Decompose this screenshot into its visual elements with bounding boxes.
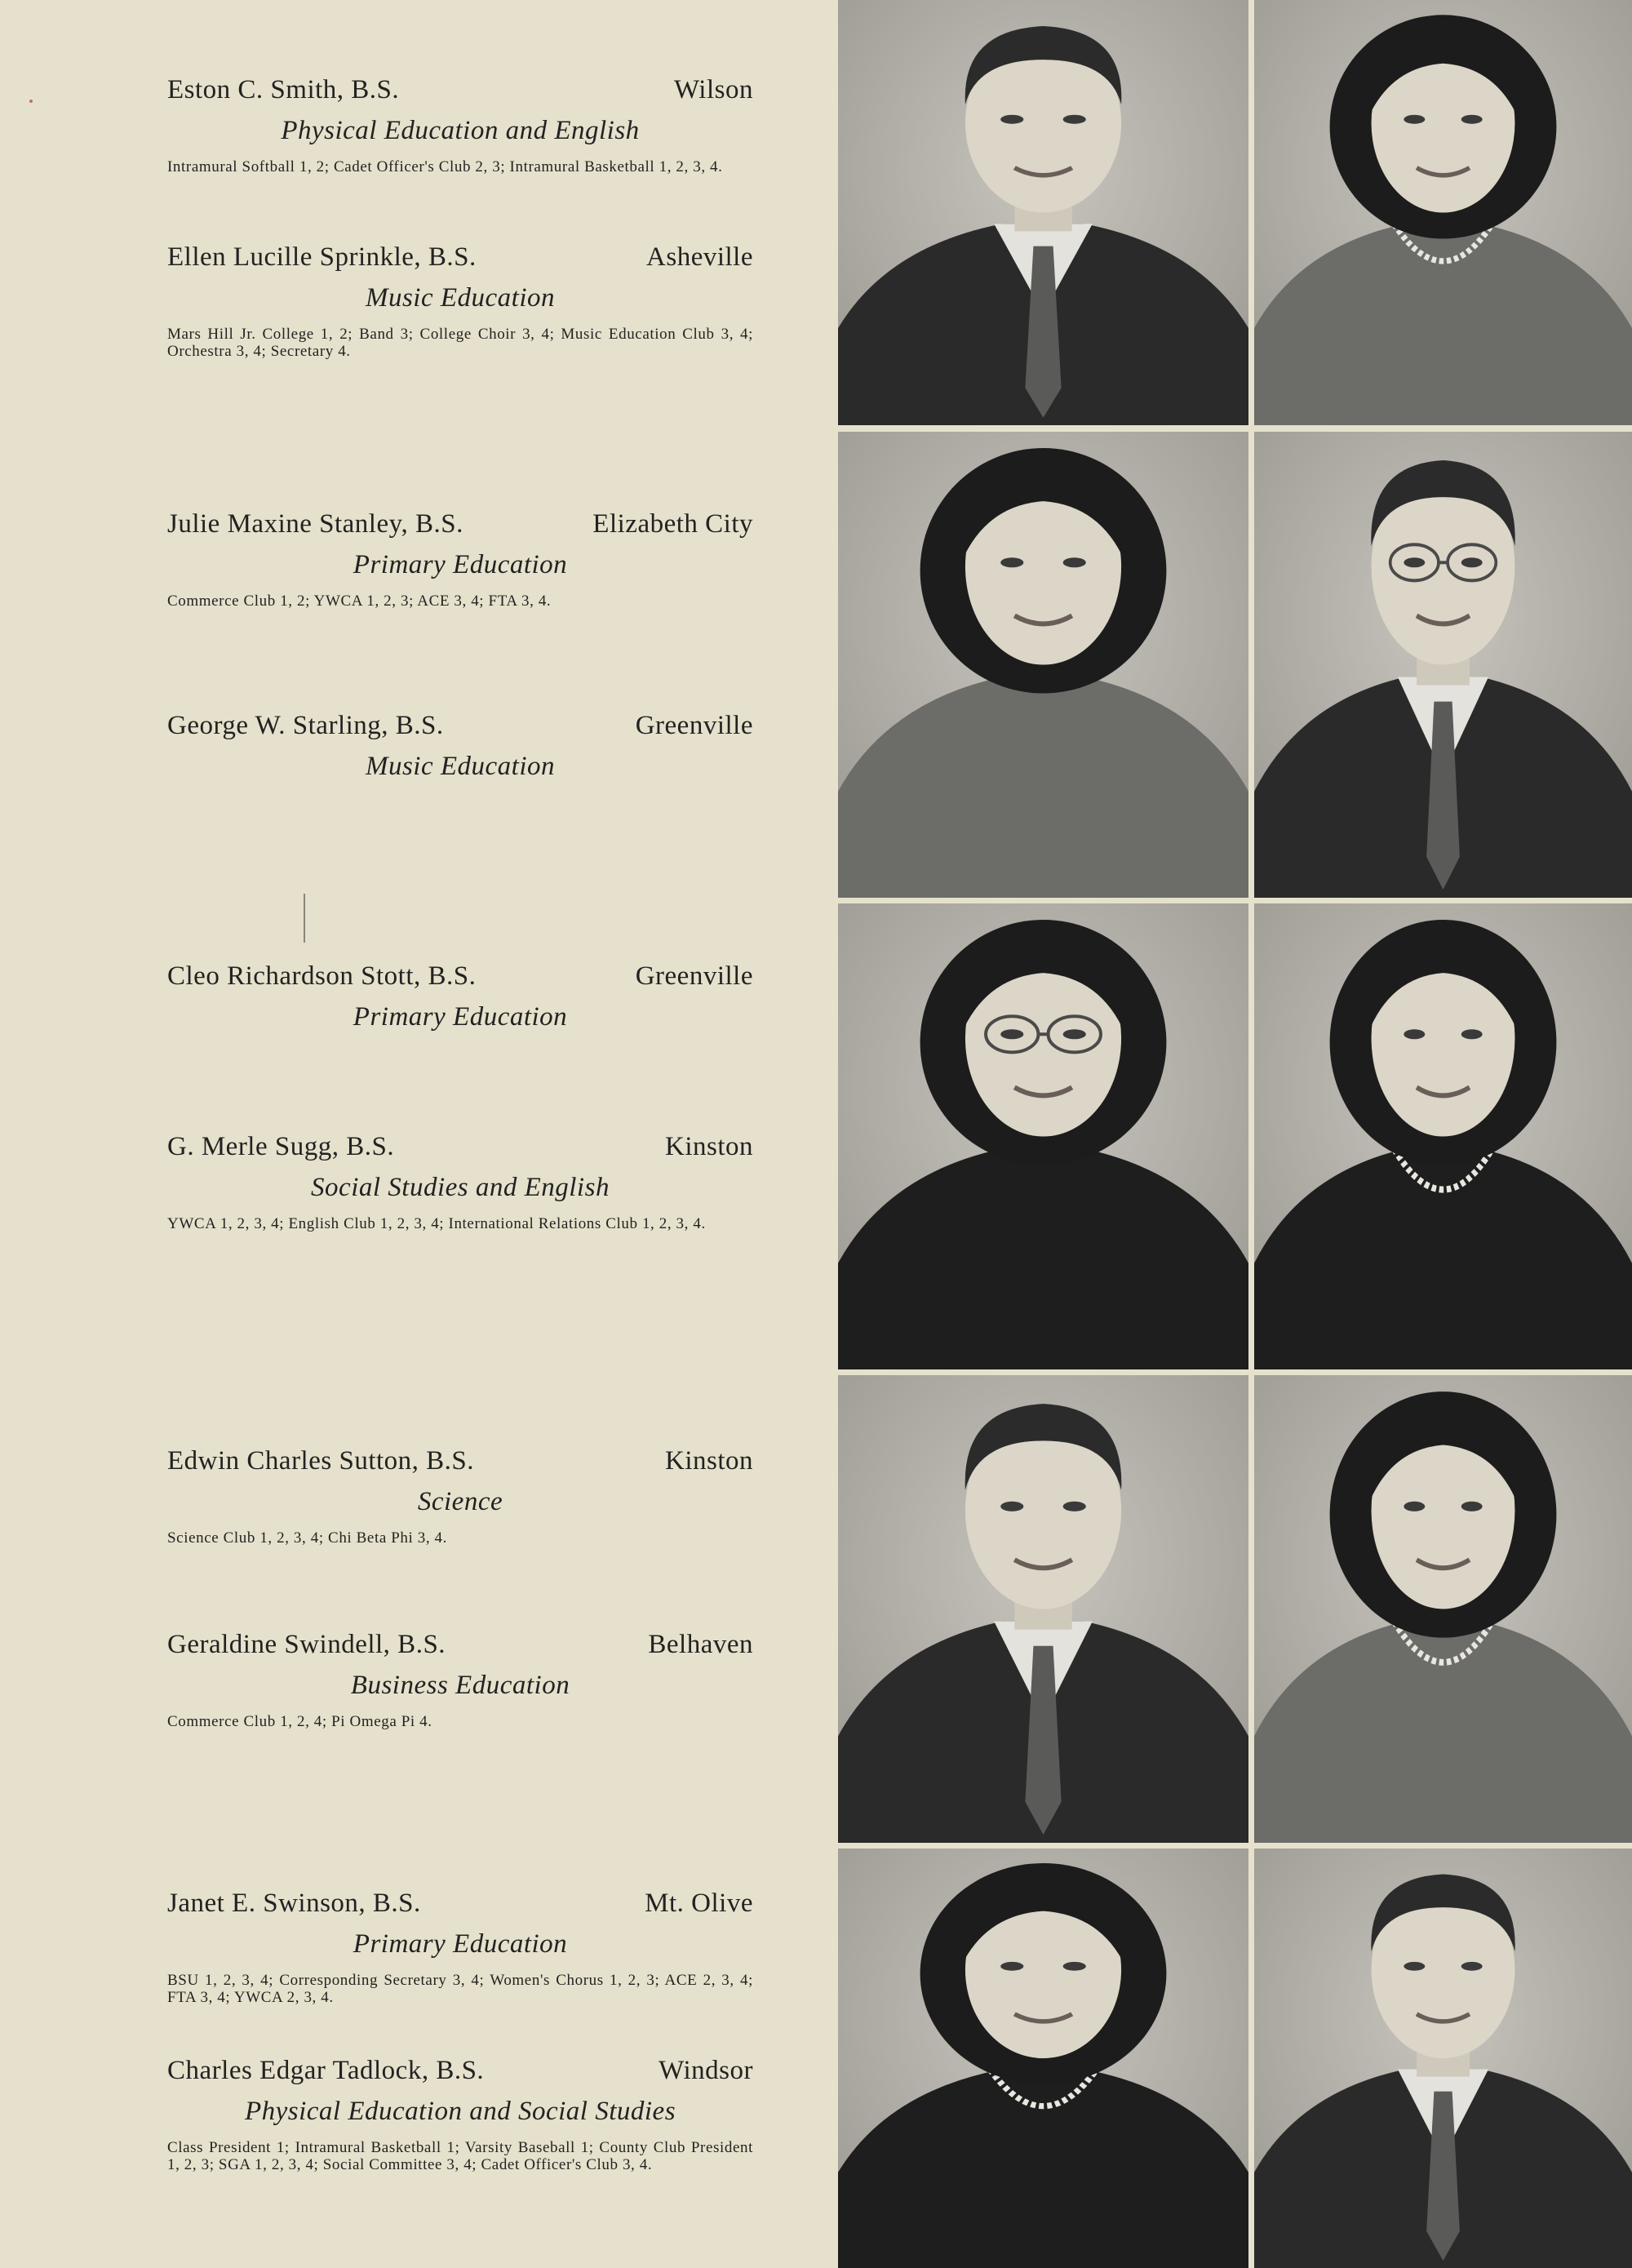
entry-smith — [167, 73, 753, 175]
hometown: Asheville — [646, 242, 753, 272]
major: Music Education — [365, 283, 556, 313]
entry-starling — [167, 709, 753, 783]
hometown: Kinston — [664, 1132, 753, 1161]
student-name: Charles Edgar Tadlock, B.S. — [167, 2056, 485, 2085]
activities: Commerce Club 1, 2, 4; Pi Omega Pi 4. — [167, 1713, 432, 1730]
portrait-photo — [838, 1849, 1248, 2268]
hometown: Kinston — [664, 1446, 753, 1476]
activities: BSU 1, 2, 3, 4; Corresponding Secretary 3, 4; Women's Chorus 1, 2, 3; ACE 2, 3, 4; FTA 3, 4; YWCA 2, 3, 4. — [167, 1972, 753, 2006]
portrait-photo — [838, 903, 1248, 1369]
hometown: Windsor — [659, 2056, 753, 2085]
student-name: Cleo Richardson Stott, B.S. — [167, 961, 477, 991]
student-name: Julie Maxine Stanley, B.S. — [167, 509, 463, 539]
hometown: Wilson — [673, 75, 753, 104]
student-name: G. Merle Sugg, B.S. — [167, 1132, 395, 1161]
portrait-photo — [1254, 1375, 1632, 1843]
portrait-photo — [1254, 1849, 1632, 2268]
hometown: Mt. Olive — [645, 1889, 753, 1918]
student-name: Geraldine Swindell, B.S. — [167, 1630, 446, 1659]
major: Primary Education — [353, 1929, 568, 1959]
activities: YWCA 1, 2, 3, 4; English Club 1, 2, 3, 4; International Relations Club 1, 2, 3, 4. — [167, 1215, 706, 1232]
entry-sutton — [167, 1445, 753, 1547]
stray-mark — [304, 894, 305, 943]
major: Primary Education — [353, 550, 568, 579]
portrait-photo — [1254, 432, 1632, 898]
student-name: Eston C. Smith, B.S. — [167, 75, 400, 104]
entry-stott — [167, 960, 753, 1033]
entry-swindell — [167, 1628, 753, 1730]
major: Primary Education — [353, 1002, 568, 1032]
portrait-photo — [1254, 0, 1632, 425]
activities: Science Club 1, 2, 3, 4; Chi Beta Phi 3, 4. — [167, 1529, 447, 1547]
major: Physical Education and Social Studies — [244, 2097, 676, 2126]
entry-sprinkle — [167, 241, 753, 360]
major: Physical Education and English — [281, 116, 640, 145]
entry-stanley — [167, 508, 753, 610]
student-name: George W. Starling, B.S. — [167, 711, 444, 740]
major: Science — [417, 1487, 503, 1516]
major: Music Education — [365, 752, 556, 781]
activities: Commerce Club 1, 2; YWCA 1, 2, 3; ACE 3, 4; FTA 3, 4. — [167, 593, 552, 610]
entry-tadlock — [167, 2054, 753, 2173]
hometown: Greenville — [635, 961, 753, 991]
portrait-photo — [838, 432, 1248, 898]
hometown: Belhaven — [648, 1630, 753, 1659]
portrait-photo — [838, 0, 1248, 425]
entry-swinson — [167, 1887, 753, 2006]
hometown: Elizabeth City — [592, 509, 753, 539]
major: Business Education — [350, 1671, 570, 1700]
activities: Class President 1; Intramural Basketball 1; Varsity Baseball 1; County Club President 1, 2, 3; SGA 1, 2, 3, 4; Social Committee 3, 4; Cadet Officer's Club 3, 4. — [167, 2139, 753, 2173]
activities: Intramural Softball 1, 2; Cadet Officer's Club 2, 3; Intramural Basketball 1, 2, 3, 4. — [167, 158, 723, 175]
student-name: Janet E. Swinson, B.S. — [167, 1889, 421, 1918]
activities: Mars Hill Jr. College 1, 2; Band 3; College Choir 3, 4; Music Education Club 3, 4; Orchestra 3, 4; Secretary 4. — [167, 326, 753, 360]
major: Social Studies and English — [311, 1173, 610, 1202]
portrait-photo — [838, 1375, 1248, 1843]
student-name: Ellen Lucille Sprinkle, B.S. — [167, 242, 477, 272]
student-name: Edwin Charles Sutton, B.S. — [167, 1446, 475, 1476]
hometown: Greenville — [635, 711, 753, 740]
stray-dot — [29, 100, 33, 103]
portrait-photo — [1254, 903, 1632, 1369]
entry-sugg — [167, 1130, 753, 1232]
